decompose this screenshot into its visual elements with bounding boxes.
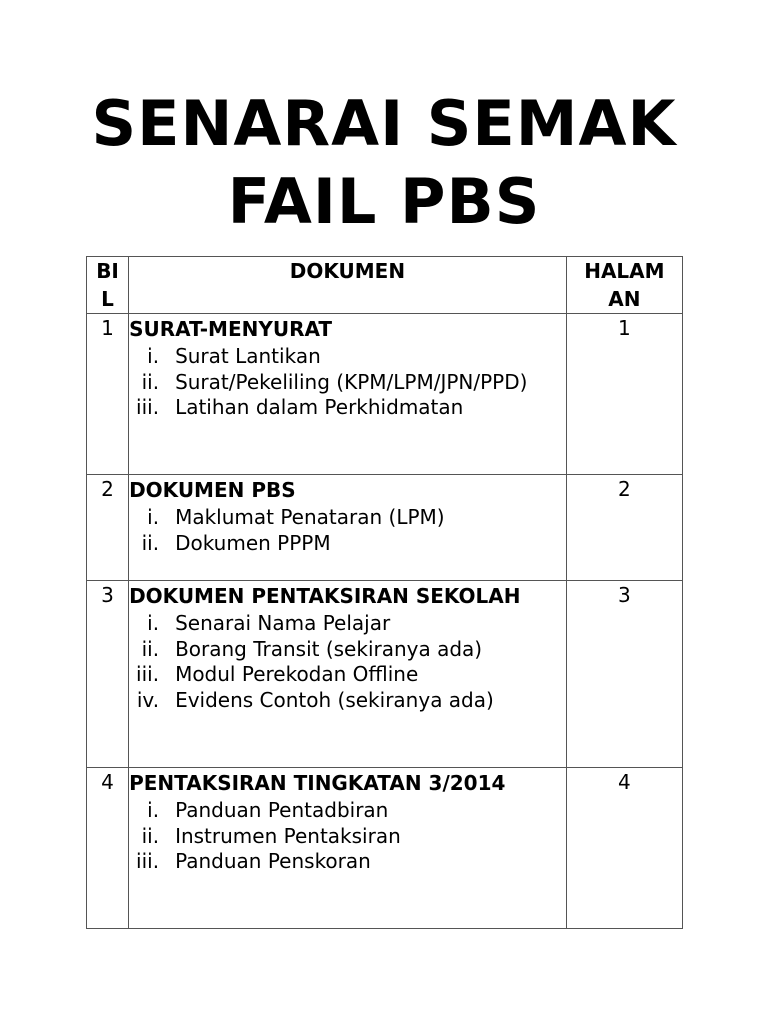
item-number: i. — [147, 798, 160, 822]
item-number: iv. — [136, 687, 160, 712]
table-row — [87, 768, 683, 929]
table-row — [87, 475, 683, 581]
row-halaman: 2 — [566, 475, 682, 581]
item-number: ii. — [141, 530, 160, 555]
list-item — [129, 662, 566, 688]
list-item — [129, 505, 566, 531]
row-dokumen — [129, 581, 567, 768]
item-list — [129, 611, 566, 713]
list-item — [129, 824, 566, 850]
list-item — [129, 395, 566, 421]
header-halaman-line-2: AN — [608, 287, 641, 311]
row-bil: 2 — [87, 475, 129, 581]
section-title: DOKUMEN PENTAKSIRAN SEKOLAH — [129, 584, 521, 608]
row-halaman: 1 — [566, 314, 682, 475]
row-dokumen — [129, 475, 567, 581]
item-number: iii. — [136, 395, 160, 419]
section-title: SURAT-MENYURAT — [129, 317, 333, 341]
item-number: i. — [147, 611, 160, 635]
checklist-table — [86, 256, 683, 929]
table-row — [87, 314, 683, 475]
row-bil: 3 — [87, 581, 129, 768]
item-text: Panduan Penskoran — [175, 849, 371, 873]
item-number: ii. — [141, 369, 160, 394]
item-number: i. — [147, 344, 160, 368]
header-dokumen: DOKUMEN — [129, 257, 567, 314]
header-bil-line-2: L — [101, 287, 114, 311]
item-number: ii. — [141, 823, 160, 848]
item-text: Maklumat Penataran (LPM) — [175, 505, 445, 529]
list-item — [129, 611, 566, 637]
item-number: iii. — [136, 662, 160, 686]
list-item — [129, 849, 566, 875]
row-dokumen — [129, 768, 567, 929]
item-text: Evidens Contoh (sekiranya ada) — [175, 687, 494, 712]
header-bil-line-1: BI — [96, 259, 119, 283]
table-row — [87, 581, 683, 768]
list-item — [129, 798, 566, 824]
item-list — [129, 344, 566, 421]
item-number: i. — [147, 505, 160, 529]
row-halaman: 3 — [566, 581, 682, 768]
item-text: Latihan dalam Perkhidmatan — [175, 395, 464, 419]
item-number: iii. — [136, 849, 160, 873]
row-bil: 1 — [87, 314, 129, 475]
page-title-line-2: FAIL PBS — [227, 165, 541, 238]
list-item — [129, 637, 566, 663]
item-text: Modul Perekodan Offline — [175, 662, 419, 686]
item-list — [129, 505, 566, 556]
item-text: Instrumen Pentaksiran — [175, 823, 401, 848]
item-text: Surat/Pekeliling (KPM/LPM/JPN/PPD) — [175, 369, 528, 394]
row-dokumen — [129, 314, 567, 475]
item-text: Dokumen PPPM — [175, 530, 331, 555]
row-bil: 4 — [87, 768, 129, 929]
header-halaman — [566, 257, 682, 314]
item-text: Borang Transit (sekiranya ada) — [175, 636, 483, 661]
item-list — [129, 798, 566, 875]
item-text: Panduan Pentadbiran — [175, 798, 389, 822]
page-title — [0, 85, 768, 241]
list-item — [129, 531, 566, 557]
list-item — [129, 344, 566, 370]
section-title: DOKUMEN PBS — [129, 478, 296, 502]
header-halaman-line-1: HALAM — [584, 259, 665, 283]
item-text: Surat Lantikan — [175, 344, 321, 368]
header-bil — [87, 257, 129, 314]
item-number: ii. — [141, 636, 160, 661]
list-item — [129, 688, 566, 714]
section-title: PENTAKSIRAN TINGKATAN 3/2014 — [129, 771, 506, 795]
table-header-row — [87, 257, 683, 314]
row-halaman: 4 — [566, 768, 682, 929]
item-text: Senarai Nama Pelajar — [175, 611, 391, 635]
list-item — [129, 370, 566, 396]
page-title-line-1: SENARAI SEMAK — [91, 87, 677, 160]
